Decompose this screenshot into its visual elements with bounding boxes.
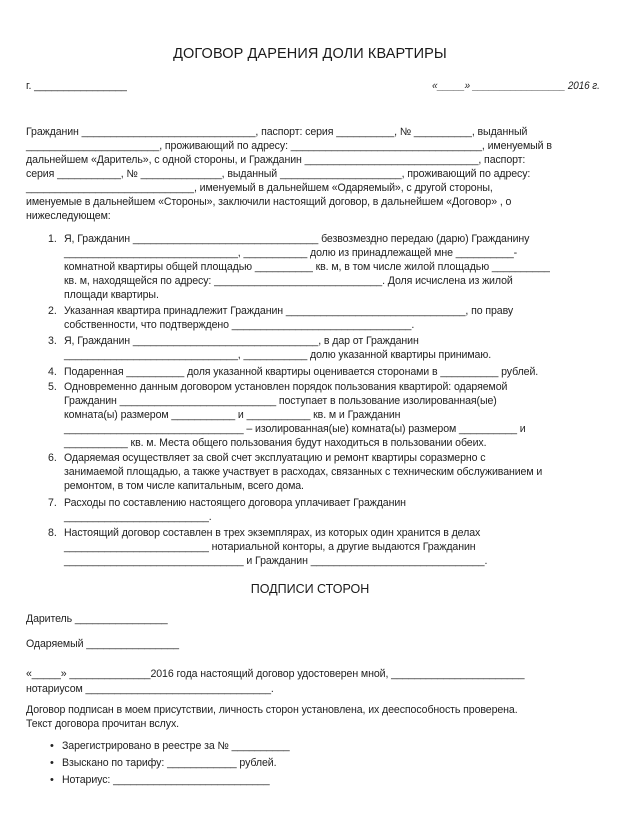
clause-number: 6. bbox=[48, 452, 57, 464]
clause-line: площади квартиры. bbox=[64, 289, 159, 301]
bullet-icon: • bbox=[50, 740, 54, 752]
intro-line: дальнейшем «Даритель», с одной стороны, и Гражданин ______________________________, паспорт: bbox=[26, 154, 526, 166]
intro-line: именуемые в дальнейшем «Стороны», заключили настоящий договор, в дальнейшем «Договор» , о bbox=[26, 196, 512, 208]
notary-paragraph: Договор подписан в моем присутствии, личность сторон установлена, их дееспособность проверена. bbox=[26, 704, 518, 716]
clause-line: собственности, что подтверждено _______________________________. bbox=[64, 319, 415, 331]
clause-number: 7. bbox=[48, 497, 57, 509]
clause-number: 3. bbox=[48, 335, 57, 347]
intro-line: Гражданин ______________________________, паспорт: серия __________, № __________, выданный bbox=[26, 126, 528, 138]
intro-line: серия ___________, № ______________, выданный _____________________, проживающий по адресу: bbox=[26, 168, 531, 180]
notary-bullet: Нотариус: ___________________________ bbox=[62, 774, 270, 786]
clause-line: комнатной квартиры общей площадью __________ кв. м, в том числе жилой площадью __________ bbox=[64, 261, 550, 273]
notary-bullet: Взыскано по тарифу: ____________ рублей. bbox=[62, 757, 277, 769]
clause-line: занимаемой площадью, а также участвует в расходах, связанных с техническим обслуживанием и bbox=[64, 466, 543, 478]
city-field: г. ________________ bbox=[26, 80, 127, 92]
notary-bullet: Зарегистрировано в реестре за № __________ bbox=[62, 740, 290, 752]
clause-line: Гражданин ___________________________ поступает в пользование изолированная(ые) bbox=[64, 395, 497, 407]
notary-line: нотариусом ________________________________. bbox=[26, 683, 274, 695]
clause-line: комната(ы) размером ___________ и ___________ кв. м и Гражданин bbox=[64, 409, 401, 421]
clause-number: 8. bbox=[48, 527, 57, 539]
bullet-icon: • bbox=[50, 774, 54, 786]
clause-line: Подаренная __________ доля указанной квартиры оценивается сторонами в __________ рублей. bbox=[64, 366, 539, 378]
document-title: ДОГОВОР ДАРЕНИЯ ДОЛИ КВАРТИРЫ bbox=[173, 46, 447, 62]
clause-line: _______________________________ – изолированная(ые) комната(ы) размером __________ и bbox=[64, 423, 526, 435]
intro-line: нижеследующем: bbox=[26, 210, 111, 222]
clause-line: Я, Гражданин ________________________________, в дар от Гражданин bbox=[64, 335, 419, 347]
recipient-signature: Одаряемый ________________ bbox=[26, 638, 179, 650]
donor-signature: Даритель ________________ bbox=[26, 613, 168, 625]
clause-line: _________________________. bbox=[64, 511, 212, 523]
clause-number: 5. bbox=[48, 381, 57, 393]
clause-line: кв. м, находящейся по адресу: _____________________________. Доля исчислена из жилой bbox=[64, 275, 513, 287]
clause-line: Я, Гражданин ________________________________ безвозмездно передаю (дарю) Гражданину bbox=[64, 233, 530, 245]
clause-line: ремонтом, в том числе капитальным, всего дома. bbox=[64, 480, 304, 492]
clause-line: Настоящий договор составлен в трех экземплярах, из которых один хранится в делах bbox=[64, 527, 481, 539]
clause-number: 1. bbox=[48, 233, 57, 245]
clause-line: _______________________________ и Гражданин ______________________________. bbox=[64, 555, 488, 567]
date-field: «_____» _________________ 2016 г. bbox=[432, 80, 600, 92]
clause-line: _________________________ нотариальной конторы, а другие выдаются Гражданин bbox=[64, 541, 476, 553]
clause-line: ______________________________, ___________ долю из принадлежащей мне __________- bbox=[64, 247, 518, 259]
notary-paragraph: Текст договора прочитан вслух. bbox=[26, 718, 180, 730]
clause-number: 4. bbox=[48, 366, 57, 378]
clause-line: ___________ кв. м. Места общего пользования будут находиться в пользовании обеих. bbox=[64, 437, 487, 449]
clause-line: ______________________________, ___________ долю указанной квартиры принимаю. bbox=[64, 349, 492, 361]
clause-line: Одновременно данным договором установлен порядок пользования квартирой: одаряемой bbox=[64, 381, 508, 393]
clause-line: Одаряемая осуществляет за свой счет эксплуатацию и ремонт квартиры соразмерно с bbox=[64, 452, 486, 464]
signatures-heading: ПОДПИСИ СТОРОН bbox=[250, 582, 370, 596]
bullet-icon: • bbox=[50, 757, 54, 769]
clause-line: Расходы по составлению настоящего договора уплачивает Гражданин bbox=[64, 497, 406, 509]
notary-line: «_____» ______________2016 года настоящий договор удостоверен мной, _______________________ bbox=[26, 668, 525, 680]
clause-number: 2. bbox=[48, 305, 57, 317]
intro-line: _______________________, проживающий по адресу: _________________________________, именуемый в bbox=[26, 140, 552, 152]
intro-line: _____________________________, именуемый в дальнейшем «Одаряемый», с другой стороны, bbox=[26, 182, 493, 194]
clause-line: Указанная квартира принадлежит Гражданин _______________________________, по праву bbox=[64, 305, 514, 317]
